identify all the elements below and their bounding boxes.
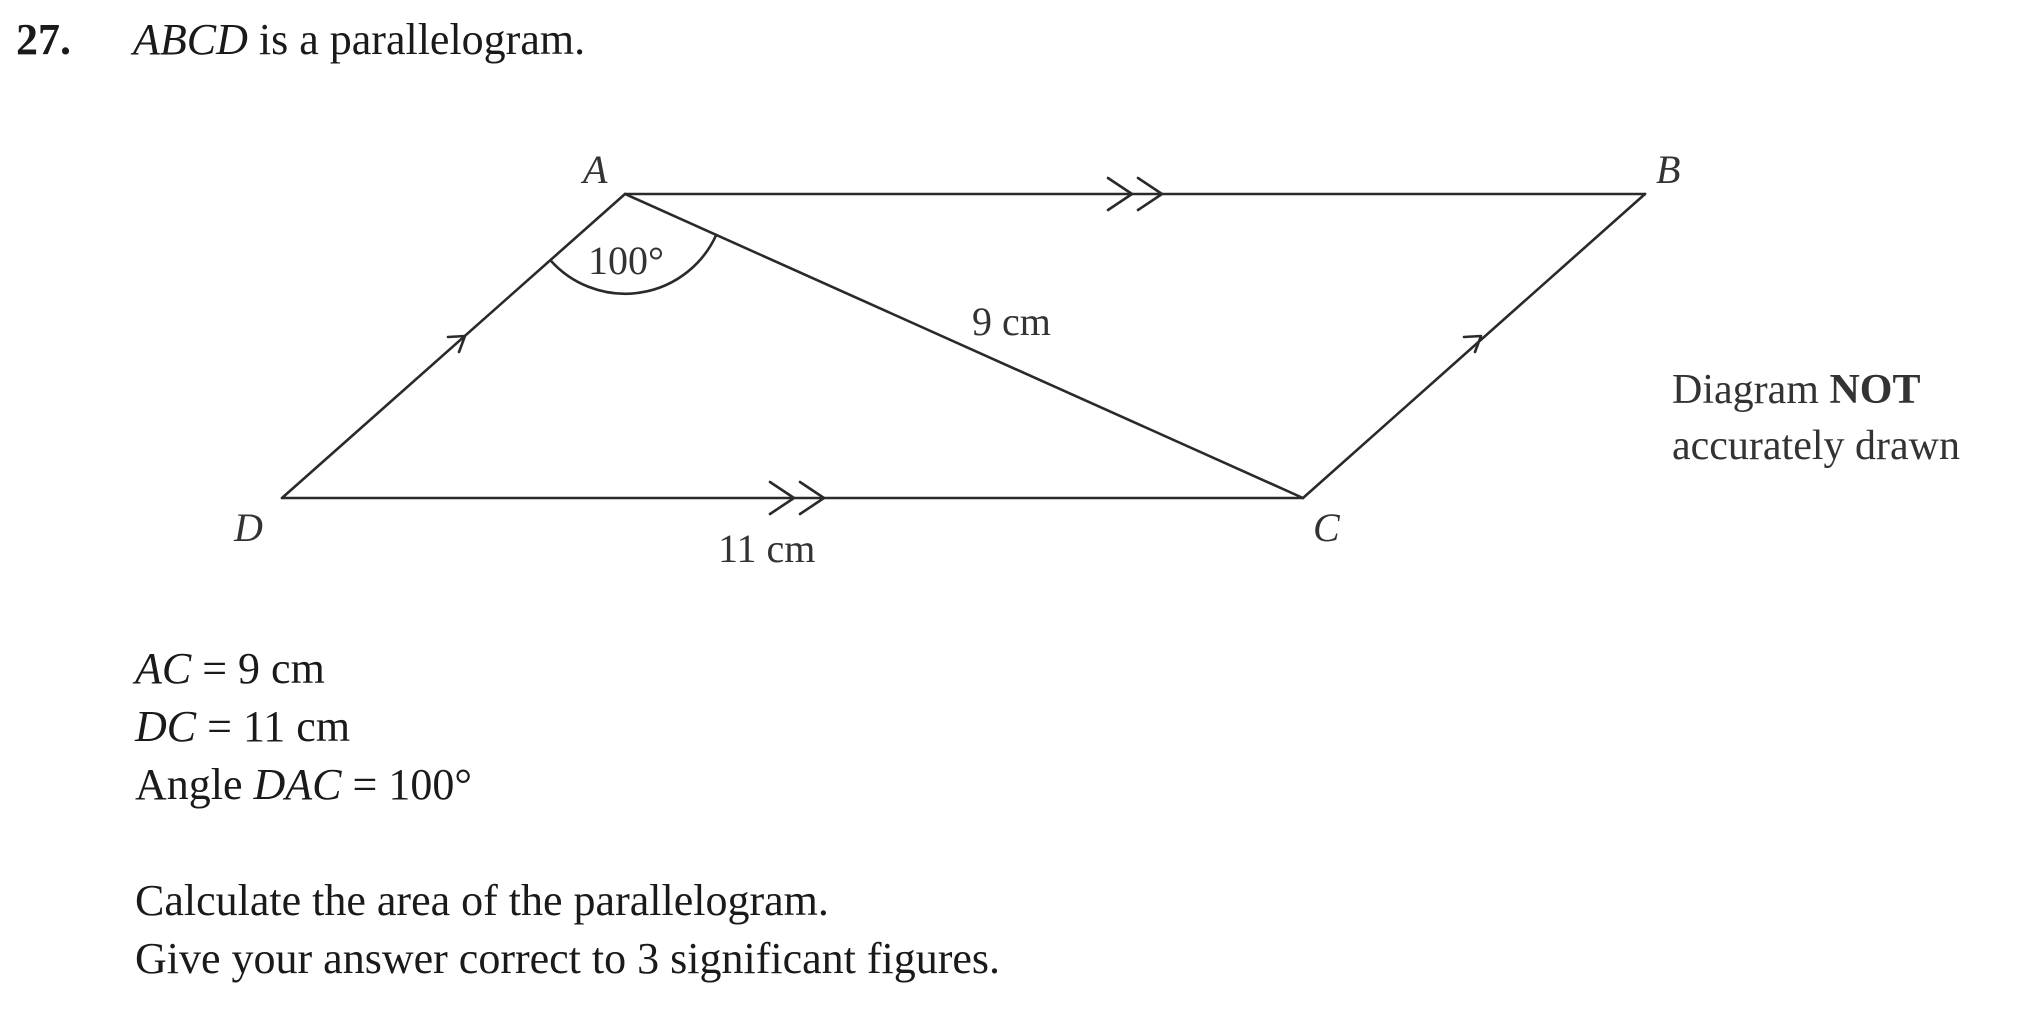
parallel-marker-cb — [1464, 336, 1481, 352]
instruction-line-2: Give your answer correct to 3 significant figures. — [135, 934, 1001, 983]
given-angle — [135, 756, 472, 814]
given-dc-symbol: DC — [135, 702, 197, 751]
title-text: is a parallelogram. — [247, 15, 586, 64]
given-ac-value: = 9 cm — [191, 644, 325, 693]
given-values — [135, 640, 472, 814]
vertex-label-c: C — [1313, 505, 1340, 550]
base-length-label: 11 cm — [718, 526, 816, 571]
vertex-label-d: D — [234, 505, 263, 550]
side-bc — [1303, 194, 1645, 498]
diagonal-length-label: 9 cm — [972, 299, 1051, 344]
given-dc-value: = 11 cm — [196, 702, 351, 751]
instruction-line-1: Calculate the area of the parallelogram. — [135, 876, 829, 925]
angle-label: 100° — [588, 238, 664, 283]
question-number: 27. — [16, 15, 71, 64]
diagram-note — [1672, 362, 1960, 474]
title-shape-name: ABCD — [133, 15, 248, 64]
vertex-label-b: B — [1656, 147, 1681, 192]
given-dc — [135, 698, 472, 756]
given-angle-value: = 100° — [341, 760, 472, 809]
diagram-note-line2: accurately drawn — [1672, 423, 1960, 469]
given-ac-symbol: AC — [135, 644, 192, 693]
vertex-label-a: A — [583, 147, 608, 192]
instructions — [135, 872, 1000, 988]
diagram-note-emphasis: NOT — [1829, 367, 1921, 413]
given-angle-symbol: DAC — [253, 760, 342, 809]
given-ac — [135, 640, 472, 698]
given-angle-prefix: Angle — [135, 760, 254, 809]
diagram-note-line1 — [1672, 362, 1960, 418]
side-da — [282, 194, 625, 498]
diagram-note-word: Diagram — [1672, 367, 1830, 413]
diagonal-ac — [625, 194, 1303, 498]
